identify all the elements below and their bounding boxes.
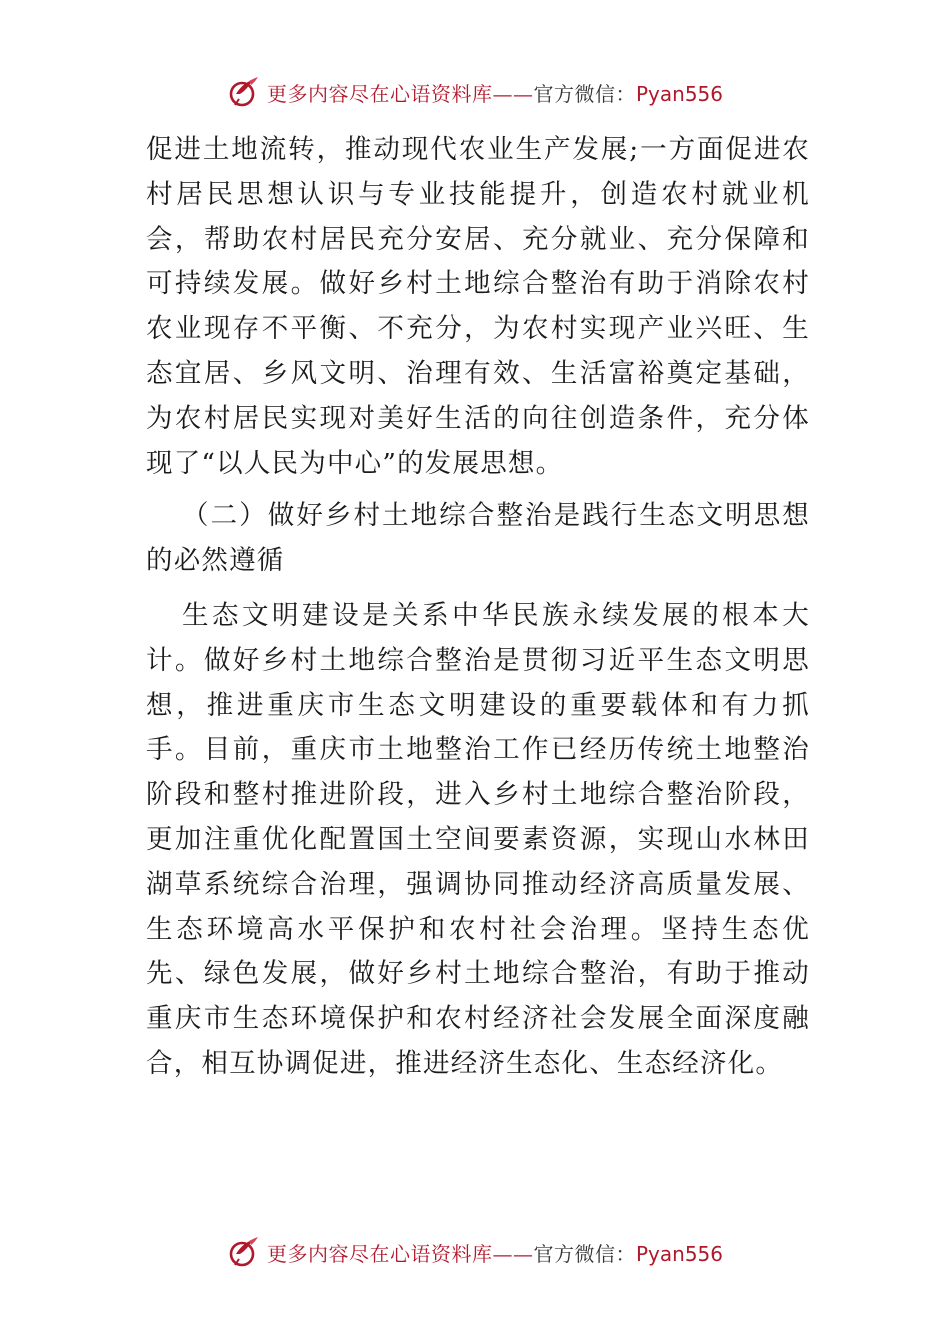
banner-wechat-label: 官方微信： (533, 1241, 636, 1266)
banner-wechat-label: 官方微信： (533, 81, 636, 106)
banner-wechat-id: Pyan556 (635, 1241, 723, 1266)
banner-text (267, 1238, 723, 1267)
section-heading-2: （二）做好乡村土地综合整治是践行生态文明思想的必然遵循 (146, 500, 810, 577)
banner-separator: —— (492, 1241, 534, 1266)
banner-brand: 更多内容尽在心语资料库 (266, 81, 493, 106)
header-banner (0, 72, 950, 112)
banner-wechat-id: Pyan556 (635, 81, 723, 106)
quill-logo-icon (227, 1235, 261, 1269)
footer-banner (0, 1232, 950, 1272)
document-body (146, 128, 810, 1089)
body-paragraph-1: 促进土地流转，推动现代农业生产发展;一方面促进农村居民思想认识与专业技能提升，创造农村就业机会，帮助农村居民充分安居、充分就业、充分保障和可持续发展。做好乡村土地综合整治有助于消除农村农业现存不平衡、不充分，为农村实现产业兴旺、生态宜居、乡风文明、治理有效、生活富裕奠定基础，为农村居民实现对美好生活的向往创造条件，充分体现了“以人民为中心”的发展思想。 (146, 134, 810, 479)
banner-separator: —— (492, 81, 534, 106)
banner-brand: 更多内容尽在心语资料库 (266, 1241, 493, 1266)
body-paragraph-2: 生态文明建设是关系中华民族永续发展的根本大计。做好乡村土地综合整治是贯彻习近平生态文明思想，推进重庆市生态文明建设的重要载体和有力抓手。目前，重庆市土地整治工作已经历传统土地整治阶段和整村推进阶段，进入乡村土地综合整治阶段，更加注重优化配置国土空间要素资源，实现山水林田湖草系统综合治理，强调协同推动经济高质量发展、生态环境高水平保护和农村社会治理。坚持生态优先、绿色发展，做好乡村土地综合整治，有助于推动重庆市生态环境保护和农村经济社会发展全面深度融合，相互协调促进，推进经济生态化、生态经济化。 (146, 599, 810, 1079)
quill-logo-icon (227, 75, 261, 109)
banner-text (267, 78, 723, 107)
